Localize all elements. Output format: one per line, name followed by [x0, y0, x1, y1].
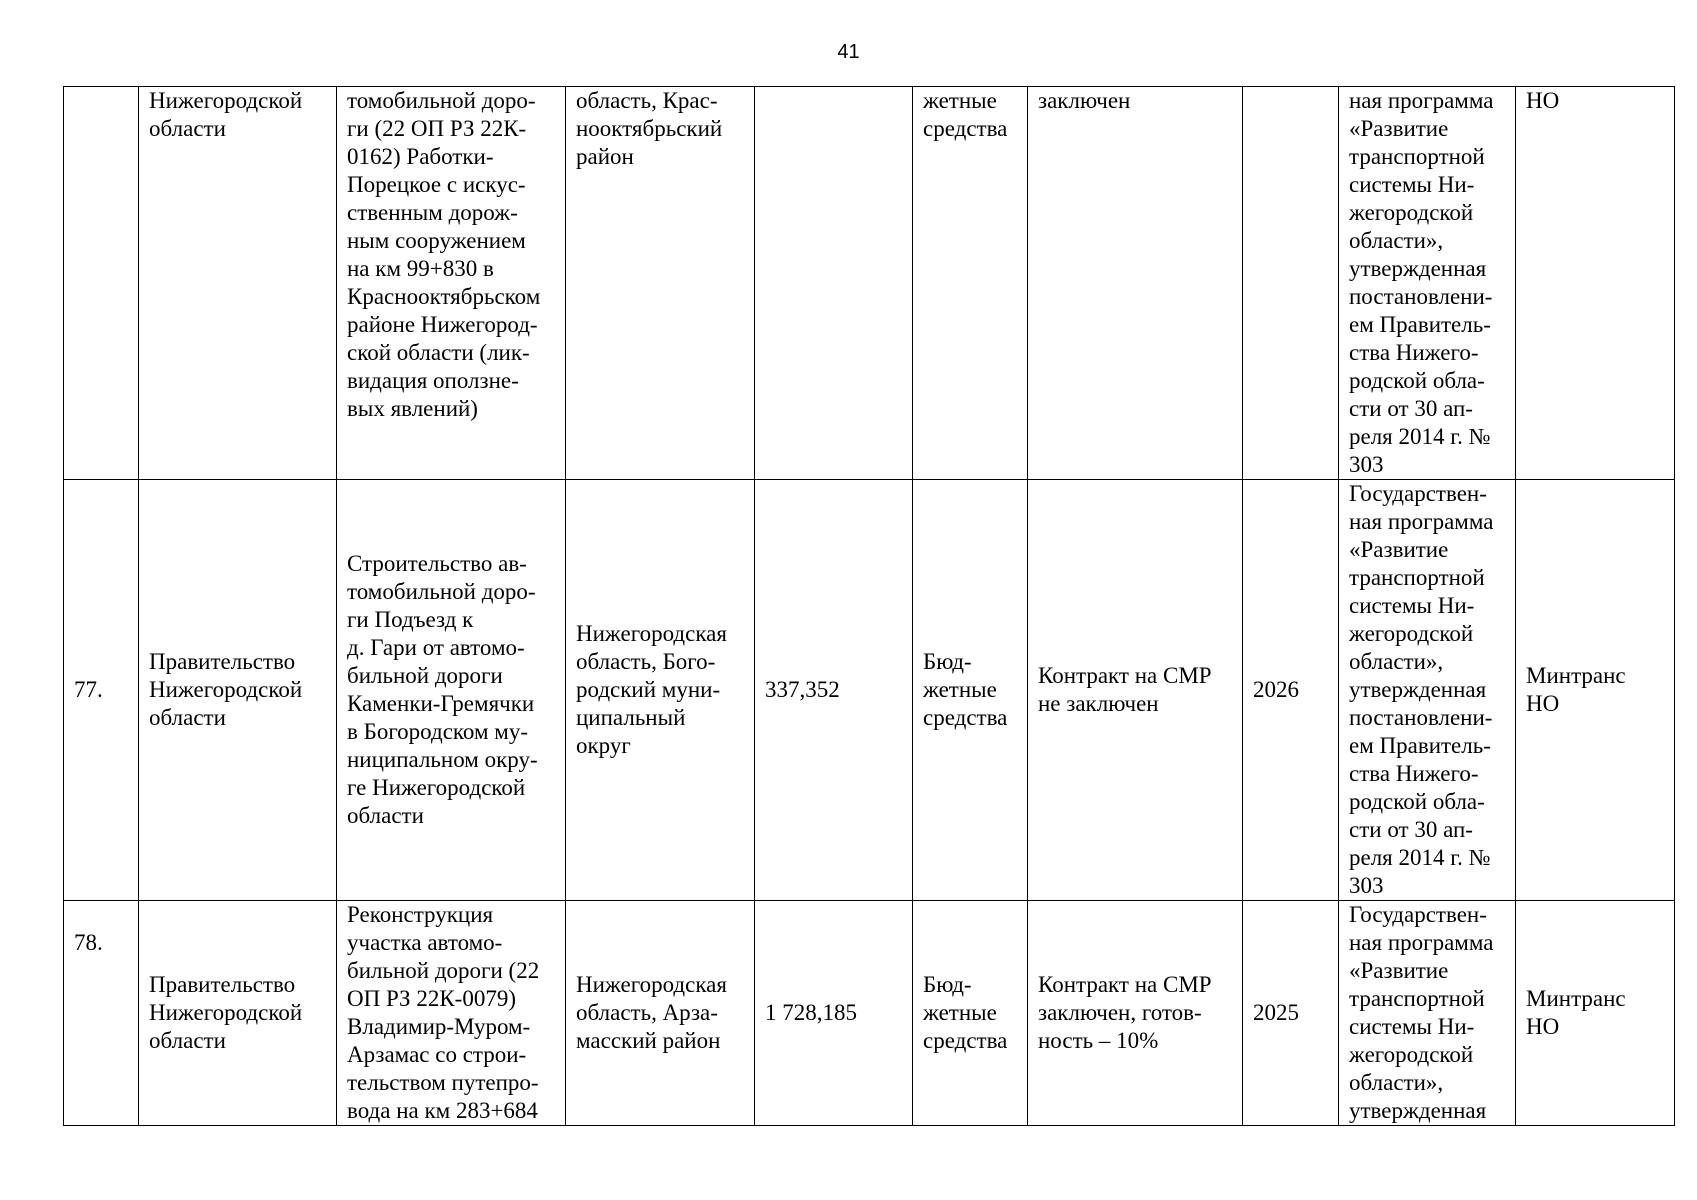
page-number: 41 [837, 41, 860, 63]
location-cell: Нижегородская область, Арза- масский район [566, 901, 755, 1126]
year-cell [1243, 87, 1339, 480]
program-objects-table [63, 86, 1675, 1126]
funding-source-cell: Бюд- жетные средства [913, 901, 1028, 1126]
amount-cell [755, 87, 913, 480]
program-cell: ная программа «Развитие транспортной системы Ни- жегородской области», утвержденная постановлени- ем Правитель- ства Нижего- родской обла- сти от 30 ап- реля 2014 г. № 303 [1339, 87, 1516, 480]
program-cell: Государствен- ная программа «Развитие транспортной системы Ни- жегородской области», утвержденная постановлени- ем Правитель- ства Нижего- родской обла- сти от 30 ап- реля 2014 г. № 303 [1339, 480, 1516, 901]
table-row [64, 901, 1675, 1126]
funding-source-cell: Бюд- жетные средства [913, 480, 1028, 901]
year-cell: 2026 [1243, 480, 1339, 901]
amount-cell: 1 728,185 [755, 901, 913, 1126]
row-number [64, 87, 139, 480]
row-number: 78. [64, 901, 139, 1126]
customer-cell: Правительство Нижегородской области [139, 480, 337, 901]
object-name-cell: Реконструкция участка автомо- бильной дороги (22 ОП РЗ 22К-0079) Владимир-Муром- Арзамас со строи- тельством путепро- вода на км 283+684 [337, 901, 566, 1126]
contract-status-cell: заключен [1028, 87, 1243, 480]
responsible-cell: НО [1516, 87, 1675, 480]
contract-status-cell: Контракт на СМР заключен, готов- ность – 10% [1028, 901, 1243, 1126]
responsible-cell: Минтранс НО [1516, 901, 1675, 1126]
program-cell: Государствен- ная программа «Развитие транспортной системы Ни- жегородской области», утвержденная [1339, 901, 1516, 1126]
row-number: 77. [64, 480, 139, 901]
object-name-cell: томобильной доро- ги (22 ОП РЗ 22К- 0162) Работки- Порецкое с искус- ственным дорож- ным сооружением на км 99+830 в Краснооктябрьском районе Нижегород- ской области (лик- видация оползне- вых явлений) [337, 87, 566, 480]
object-name-cell: Строительство ав- томобильной доро- ги Подъезд к д. Гари от автомо- бильной дороги Каменки-Гремячки в Богородском му- ниципальном окру- ге Нижегородской области [337, 480, 566, 901]
customer-cell: Правительство Нижегородской области [139, 901, 337, 1126]
amount-cell: 337,352 [755, 480, 913, 901]
funding-source-cell: жетные средства [913, 87, 1028, 480]
location-cell: область, Крас- нооктябрьский район [566, 87, 755, 480]
table-row [64, 480, 1675, 901]
year-cell: 2025 [1243, 901, 1339, 1126]
location-cell: Нижегородская область, Бого- родский муни- ципальный округ [566, 480, 755, 901]
responsible-cell: Минтранс НО [1516, 480, 1675, 901]
table-row [64, 87, 1675, 480]
contract-status-cell: Контракт на СМР не заключен [1028, 480, 1243, 901]
customer-cell: Нижегородской области [139, 87, 337, 480]
